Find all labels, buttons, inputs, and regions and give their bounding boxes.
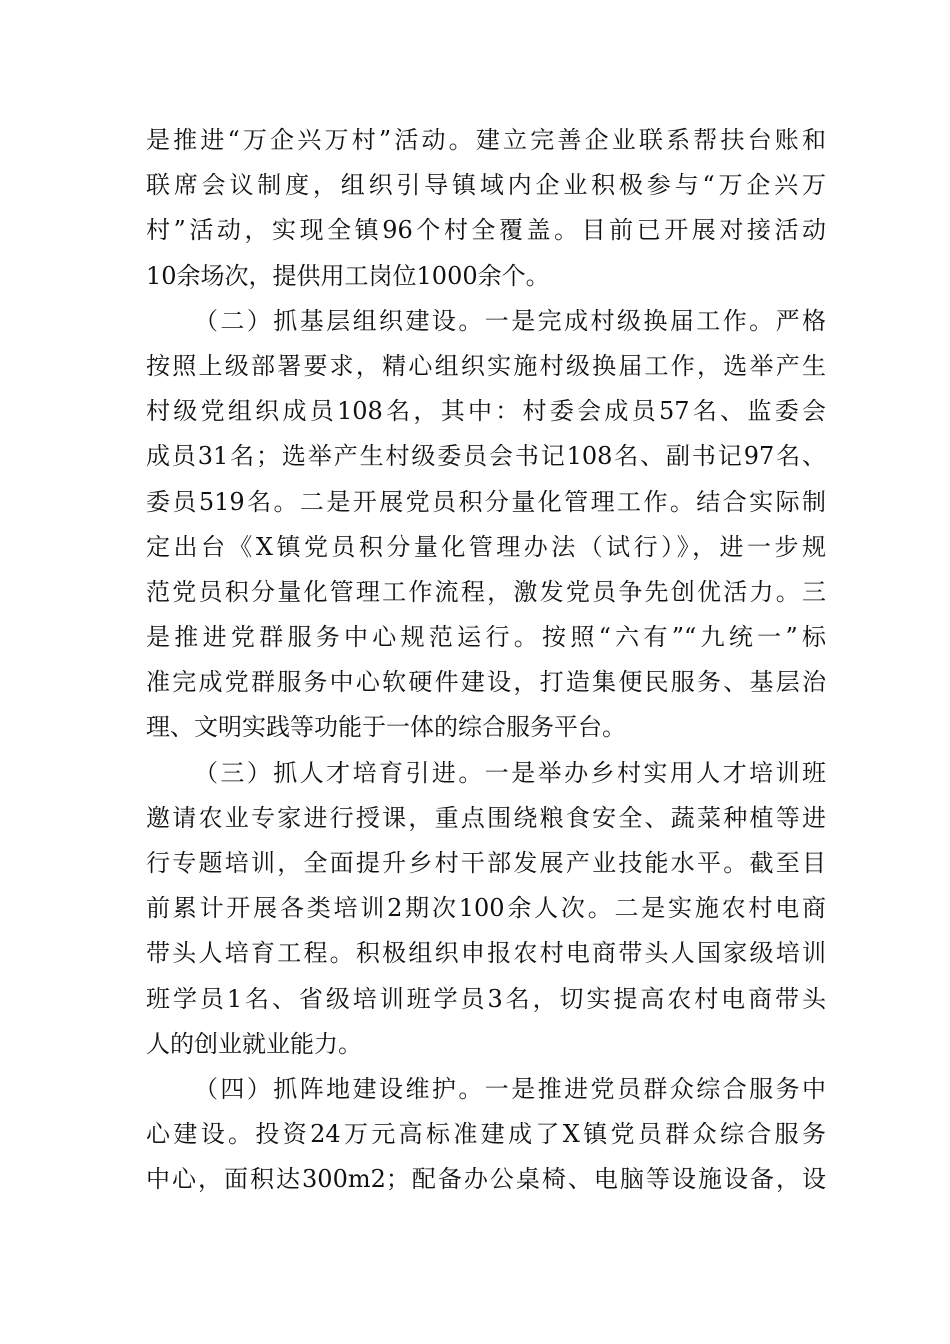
text-line: （三）抓人才培育引进。一是举办乡村实用人才培训班 [194, 758, 826, 787]
text-line: 人的创业就业能力。 [146, 1029, 362, 1058]
text-line: 带头人培育工程。积极组织申报农村电商带头人国家级培训 [146, 939, 826, 968]
text-line: 范党员积分量化管理工作流程，激发党员争先创优活力。三 [146, 577, 826, 606]
text-line: （四）抓阵地建设维护。一是推进党员群众综合服务中 [194, 1074, 826, 1103]
text-line: （二）抓基层组织建设。一是完成村级换届工作。严格 [194, 306, 826, 335]
text-line: 行专题培训，全面提升乡村干部发展产业技能水平。截至目 [146, 849, 826, 877]
text-line: 准完成党群服务中心软硬件建设，打造集便民服务、基层治 [146, 668, 826, 697]
text-line: 定出台《X镇党员积分量化管理办法（试行）》，进一步规 [146, 532, 826, 561]
text-line: 联席会议制度，组织引导镇域内企业积极参与“万企兴万 [146, 171, 826, 200]
text-line: 心建设。投资24万元高标准建成了X镇党员群众综合服务 [146, 1120, 826, 1149]
text-line: 10余场次，提供用工岗位1000余个。 [146, 261, 550, 290]
text-line: 前累计开展各类培训2期次100余人次。二是实施农村电商 [146, 894, 826, 923]
text-line: 班学员1名、省级培训班学员3名，切实提高农村电商带头 [146, 984, 826, 1013]
body-text [146, 118, 826, 1203]
text-line: 邀请农业专家进行授课，重点围绕粮食安全、蔬菜种植等进 [146, 803, 826, 832]
text-line: 按照上级部署要求，精心组织实施村级换届工作，选举产生 [146, 351, 826, 380]
text-line: 村级党组织成员108名，其中：村委会成员57名、监委会 [146, 397, 826, 426]
text-line: 中心，面积达300m2；配备办公桌椅、电脑等设施设备，设 [146, 1165, 826, 1194]
text-line: 理、文明实践等功能于一体的综合服务平台。 [146, 713, 626, 742]
text-line: 成员31名；选举产生村级委员会书记108名、副书记97名、 [146, 442, 826, 471]
text-line: 委员519名。二是开展党员积分量化管理工作。结合实际制 [146, 487, 826, 516]
text-line: 是推进“万企兴万村”活动。建立完善企业联系帮扶台账和 [146, 126, 826, 154]
text-line: 村”活动，实现全镇96个村全覆盖。目前已开展对接活动 [146, 216, 826, 245]
text-line: 是推进党群服务中心规范运行。按照“六有”“九统一”标 [146, 623, 826, 652]
